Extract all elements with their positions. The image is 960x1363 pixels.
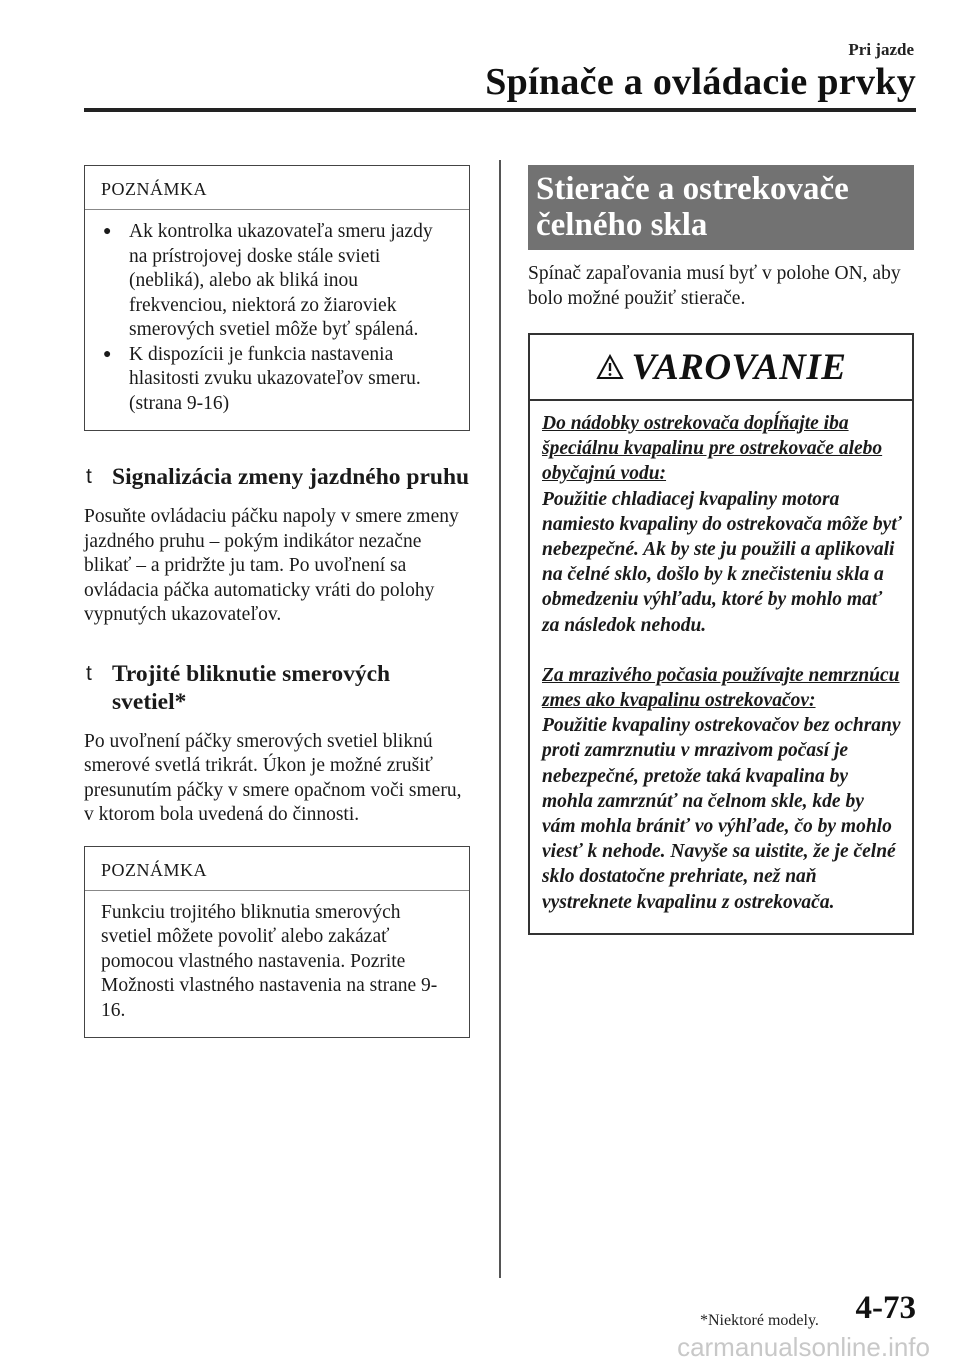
bullet-text: Ak kontrolka ukazovateľa smeru jazdy na prístrojovej doske stále svieti (nebliká), alebo ak bliká inou frekvenciou, niektorá zo žiaroviek smerových svetiel môže byť spálená. (129, 221, 433, 340)
header-rule (84, 108, 916, 112)
intro-text: Spínač zapaľovania musí byť v polohe ON, aby bolo možné použiť stierače. (528, 263, 901, 309)
warning-box (528, 333, 914, 935)
note-box (84, 165, 470, 431)
warning-header (530, 335, 912, 401)
section-title: Trojité bliknutie smerových svetiel* (112, 660, 391, 715)
section-banner (528, 165, 914, 250)
warning-underlined-text: Za mrazivého počasia používajte nemrznúcu zmes ako kvapalinu ostrekovačov: (542, 664, 900, 712)
left-column (84, 165, 470, 1038)
warning-title: VAROVANIE (631, 346, 847, 388)
note-bullet (101, 220, 455, 343)
note-text: Funkciu trojitého bliknutia smerových svetiel môžete povoliť alebo zakázať pomocou vlastného nastavenia. Pozrite Možnosti vlastného nastavenia na strane 9-16. (101, 901, 438, 1021)
warning-text: Použitie chladiacej kvapaliny motora namiesto kvapaliny do ostrekovača môže byť nebezpečné. Ak by ste ju použili a aplikovali na čelné sklo, došlo by k znečisteniu skla a obmedzeniu výhľadu, ktoré by mohlo mať za následok nehodu. (542, 488, 902, 636)
bullet-icon: ● (103, 224, 112, 239)
warning-underlined-text: Do nádobky ostrekovača dopĺňajte iba špeciálnu kvapalinu pre ostrekovače alebo obyčajnú vodu: (542, 413, 883, 485)
note-heading: POZNÁMKA (85, 847, 469, 891)
note-box (84, 846, 470, 1039)
warning-text: Použitie kvapaliny ostrekovačov bez ochrany proti zamrznutiu v mrazivom počasí je nebezpečné, pretože taká kvapalina by mohla zamrznúť na čelnom skle, kde by vám mohla brániť vo výhľade, čo by mohlo viesť k nehode. Navyše sa uistite, že je čelné sklo dostatočne prehriate, než naň vystreknete kvapalinu z ostrekovača. (542, 715, 901, 913)
section-text: Po uvoľnení páčky smerových svetiel bliknú smerové svetlá trikrát. Úkon je možné zrušiť presunutím páčky v smere opačnom voči smeru, v ktorom bola uvedená do činnosti. (84, 730, 462, 825)
chapter-label: Pri jazde (848, 40, 914, 59)
banner-line: Stierače a ostrekovače (536, 171, 849, 207)
watermark: carmanualsonline.info (677, 1332, 930, 1362)
section-text: Posuňte ovládaciu páčku napoly v smere zmeny jazdného pruhu – pokým indikátor nezačne blikať – a pridržte ju tam. Po uvoľnení sa ovládacia páčka automaticky vráti do polohy vypnutých ukazovateľov. (84, 506, 459, 625)
column-divider (499, 160, 501, 1278)
bullet-icon: ● (103, 346, 112, 362)
banner-line: čelného skla (536, 207, 708, 243)
section-marker-icon: t (86, 465, 92, 488)
page-number: 4-73 (855, 1290, 916, 1326)
section-heading-triple-flash (84, 660, 470, 716)
page-title: Spínače a ovládacie prvky (485, 61, 916, 103)
warning-triangle-icon (596, 354, 624, 380)
section-title: Signalizácia zmeny jazdného pruhu (112, 464, 470, 490)
bullet-text: K dispozícii je funkcia nastavenia hlasitosti zvuku ukazovateľov smeru. (strana 9-16) (129, 343, 421, 414)
footnote: *Niektoré modely. (700, 1312, 819, 1329)
right-column (528, 165, 914, 935)
note-bullet (101, 343, 455, 417)
note-heading: POZNÁMKA (85, 166, 469, 210)
section-marker-icon: t (86, 661, 92, 685)
section-heading-lane-change (84, 463, 470, 491)
